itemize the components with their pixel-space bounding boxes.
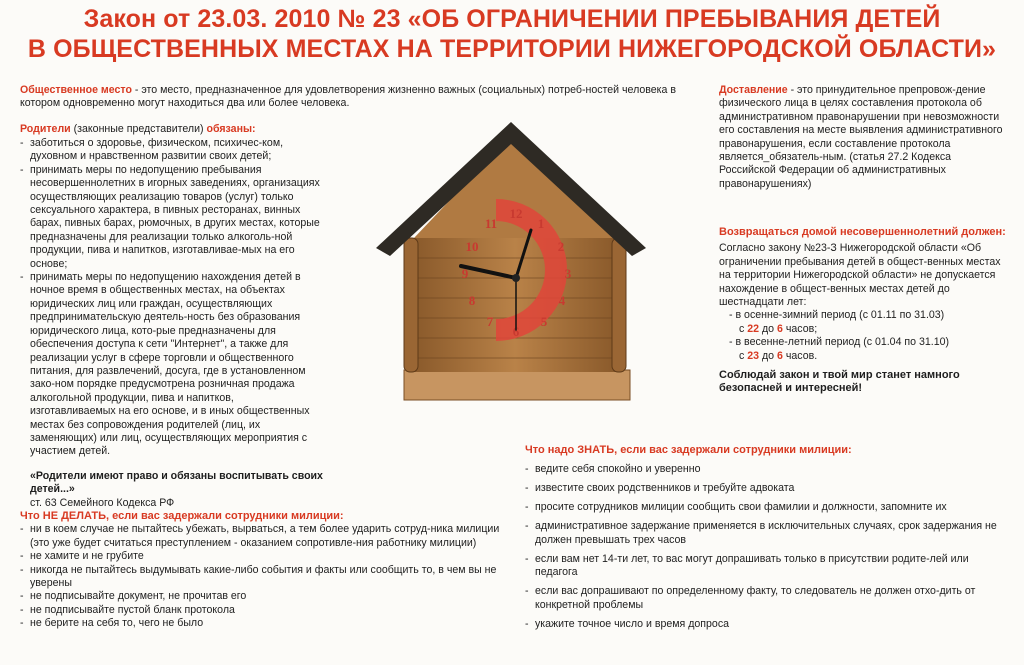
clock-numeral: 11 bbox=[484, 216, 498, 231]
page-title-line-1: Закон от 23.03. 2010 № 23 «ОБ ОГРАНИЧЕНИИ ПРЕБЫВАНИЯ ДЕТЕЙ bbox=[83, 5, 941, 33]
page-title bbox=[0, 4, 1024, 64]
list-item: - ни в коем случае не пытайтесь убежать, вырваться, а тем более ударить сотруд-ника милиции (это уже будет считаться преступлением - оказанием сопротивле-ния работнику милиции) bbox=[20, 523, 510, 550]
public-place-text: - это место, предназначенное для удовлетворения жизненно важных (социальных) потреб-ностей человека в котором одновременно могут находиться два или более человека. bbox=[20, 84, 677, 110]
return-home-section bbox=[719, 226, 1009, 396]
need-to-know-section bbox=[525, 444, 1010, 637]
clock-numeral: 1 bbox=[537, 216, 545, 231]
quote-source: ст. 63 Семейного Кодекса РФ bbox=[30, 496, 175, 509]
clock-numeral: 10 bbox=[465, 239, 479, 254]
clock-numeral: 5 bbox=[540, 314, 548, 329]
parents-term: Родители bbox=[20, 123, 71, 135]
wooden-house-clock-icon bbox=[376, 118, 646, 406]
parents-duties-list-1 bbox=[20, 137, 322, 459]
list-item: - если вам нет 14-ти лет, то вас могут допрашивать только в присутствии родите-лей или педагога bbox=[525, 553, 1010, 580]
parents-middle: (законные представители) bbox=[70, 123, 207, 135]
list-item: - не подписывайте документ, не прочитав его bbox=[20, 590, 510, 603]
winter-pre: с bbox=[739, 322, 748, 335]
clock-numeral: 12 bbox=[509, 206, 523, 221]
winter-post: часов; bbox=[782, 322, 818, 335]
winter-mid: до bbox=[759, 322, 778, 335]
slogan: Соблюдай закон и твой мир станет намного безопасней и интересней! bbox=[719, 369, 960, 395]
return-home-text: Согласно закону №23-З Нижегородской области «Об ограничении пребывания детей в общест-венных местах на территории Нижегородской области» не допускается нахождение в общест-венных местах детей до шестнадцати лет: bbox=[719, 242, 1001, 309]
list-item: - принимать меры по недопущению нахождения детей в ночное время в общественных местах, на объектах юридических лиц или граждан, осуществляющих предпринимательскую деятель-ность без образования юридического лица, кото-рые предназначены для обеспечения доступа к сети "Интернет", а также для реализации услуг в сфере торговли и общественного питания, для развлечений, досуга, где в установленном зако-ном порядке предусмотрена розничная продажа алкогольной продукции, пива и напитков, изготавливаемых на его основе, и в иных общественных местах без сопровождения родителей (лиц, их заменяющих) или лиц, осуществляющих мероприятия с участием детей. bbox=[20, 271, 322, 459]
public-place-definition bbox=[20, 84, 692, 111]
winter-period: - в осенне-зимний период (с 01.11 по 31.03) bbox=[729, 309, 945, 322]
winter-hours bbox=[719, 323, 1009, 336]
clock-numeral: 4 bbox=[558, 293, 566, 308]
page-title-line-2: В ОБЩЕСТВЕННЫХ МЕСТАХ НА ТЕРРИТОРИИ НИЖЕГОРОДСКОЙ ОБЛАСТИ» bbox=[27, 35, 997, 63]
summer-pre: с bbox=[739, 349, 748, 362]
summer-mid: до bbox=[759, 349, 778, 362]
clock-numeral: 2 bbox=[557, 239, 565, 254]
list-item: - не подписывайте пустой бланк протокола bbox=[20, 604, 510, 617]
return-home-header: Возвращаться домой несовершеннолетний должен: bbox=[719, 226, 1006, 238]
public-place-term: Общественное место bbox=[20, 84, 132, 96]
parents-obligated: обязаны: bbox=[206, 123, 256, 135]
list-item: - просите сотрудников милиции сообщить свои фамилии и должности, запомните их bbox=[525, 501, 1010, 514]
clock-numeral: 8 bbox=[468, 293, 476, 308]
clock-numeral: 9 bbox=[461, 266, 469, 281]
need-to-know-header: Что надо ЗНАТЬ, если вас задержали сотрудники милиции: bbox=[525, 444, 852, 456]
summer-from: 23 bbox=[747, 349, 760, 362]
summer-hours bbox=[719, 350, 1009, 363]
clock-numeral: 7 bbox=[486, 314, 494, 329]
list-item: - административное задержание применяется в исключительных случаях, срок задержания не должен превышать трех часов bbox=[525, 520, 1010, 547]
quote-block bbox=[30, 470, 330, 510]
list-item: - укажите точное число и время допроса bbox=[525, 618, 1010, 631]
winter-period-label: в осенне-зимний период (с 01.11 по 31.03) bbox=[735, 309, 945, 322]
winter-from: 22 bbox=[747, 322, 760, 335]
do-not-header: Что НЕ ДЕЛАТЬ, если вас задержали сотрудники милиции: bbox=[20, 510, 344, 522]
list-item: - не хамите и не грубите bbox=[20, 550, 510, 563]
list-item: - не берите на себя то, чего не было bbox=[20, 617, 510, 630]
list-item: - никогда не пытайтесь выдумывать какие-либо события и факты или сообщить то, в чем вы не уверены bbox=[20, 564, 510, 591]
parents-duties-header bbox=[20, 123, 320, 136]
list-item: - известите своих родственников и требуйте адвоката bbox=[525, 482, 1010, 495]
winter-to: 6 bbox=[777, 322, 783, 335]
list-item: - ведите себя спокойно и уверенно bbox=[525, 463, 1010, 476]
list-item: - заботиться о здоровье, физическом, психичес-ком, духовном и нравственном развитии своих детей; bbox=[20, 137, 322, 164]
delivery-term: Доставление bbox=[719, 84, 788, 96]
do-not-section bbox=[20, 510, 510, 631]
quote-text: «Родители имеют право и обязаны воспитывать своих детей...» bbox=[30, 470, 323, 496]
delivery-definition bbox=[719, 84, 1009, 191]
summer-period-label: в весенне-летний период (с 01.04 по 31.10) bbox=[735, 336, 950, 349]
delivery-text: - это принудительное препровож-дение физического лица в целях составления протокола об административном правонарушении при невозможности его составления на месте выявления административного правонарушения, если составление протокола является_обязатель-ным. (статья 27.2 Кодекса Российской Федерации об административных правонарушениях) bbox=[719, 84, 1003, 190]
summer-to: 6 bbox=[777, 349, 783, 362]
clock-numeral: 3 bbox=[564, 266, 572, 281]
clock-numeral: 6 bbox=[512, 324, 520, 339]
list-item: - принимать меры по недопущению пребывания несовершеннолетних в игорных заведениях, организациях осуществляющих реализацию товаров (услуг) только сексуального характера, в пивных ресторанах, винных барах, пивных барах, рюмочных, в других местах, которые предназначены для реализации только алкоголь-ной продукции, пива и напитков, изготавливае-мых на его основе; bbox=[20, 164, 322, 271]
list-item: - если вас допрашивают по определенному факту, то следователь не должен отхо-дить от конкретной проблемы bbox=[525, 585, 1010, 612]
summer-period: - в весенне-летний период (с 01.04 по 31.10) bbox=[729, 336, 950, 349]
summer-post: часов. bbox=[782, 349, 818, 362]
